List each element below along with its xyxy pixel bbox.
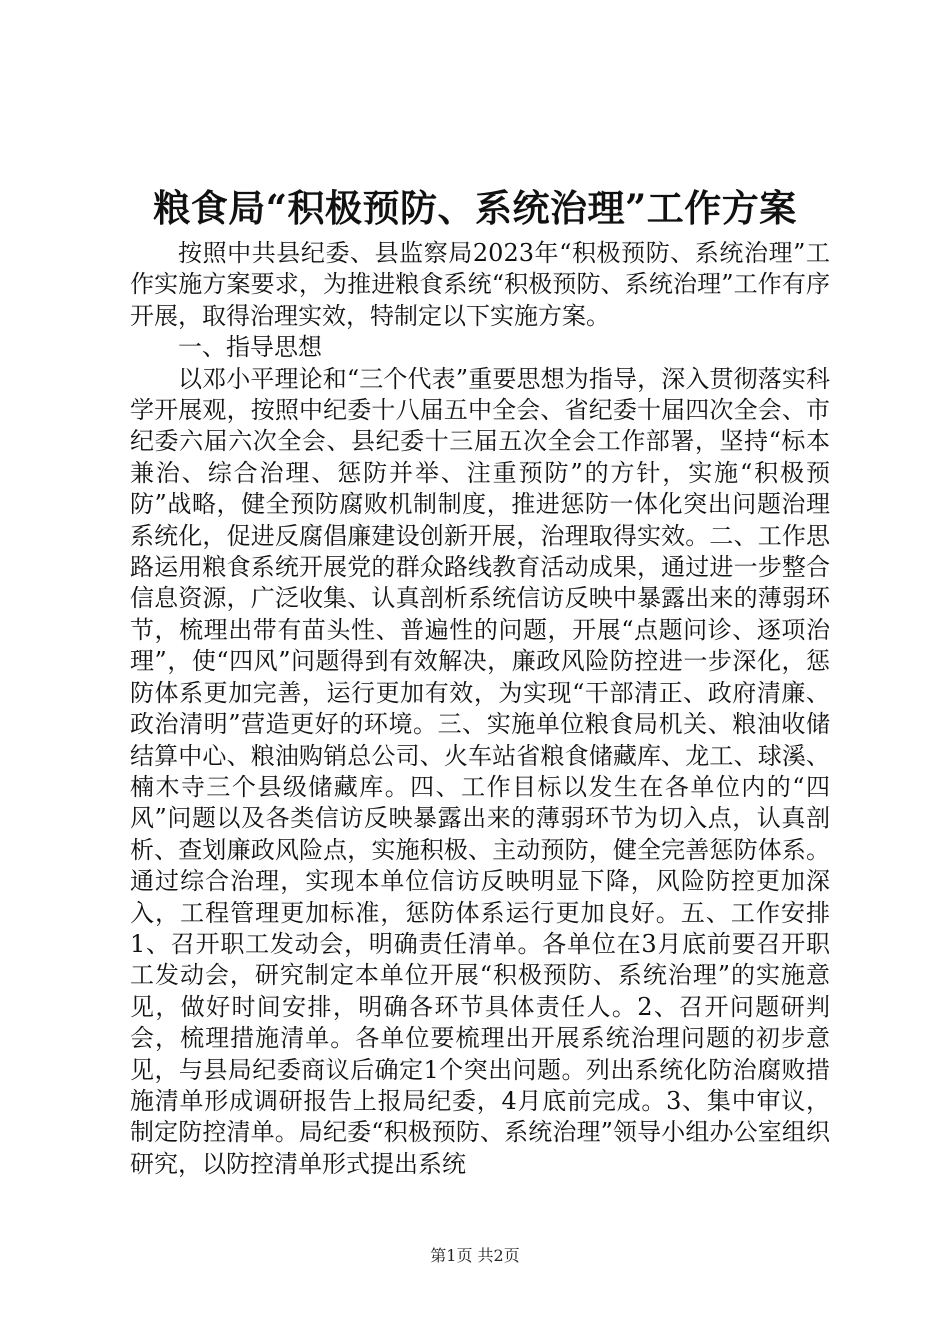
document-body bbox=[130, 238, 830, 1180]
section-heading-guiding-ideology: 一、指导思想 bbox=[178, 333, 322, 362]
intro-paragraph: 按照中共县纪委、县监察局2023年“积极预防、系统治理”工作实施方案要求，为推进粮食系统“积极预防、系统治理”工作有序开展，取得治理实效，特制定以下实施方案。 bbox=[130, 239, 830, 330]
document-title: 粮食局“积极预防、系统治理”工作方案 bbox=[153, 186, 797, 230]
page-number-footer: 第1页 共2页 bbox=[430, 1246, 520, 1265]
main-paragraph: 以邓小平理论和“三个代表”重要思想为指导，深入贯彻落实科学开展观，按照中纪委十八届五中全会、省纪委十届四次全会、市纪委六届六次全会、县纪委十三届五次全会工作部署，坚持“标本兼治、综合治理、惩防并举、注重预防”的方针，实施“积极预防”战略，健全预防腐败机制制度，推进惩防一体化突出问题治理系统化，促进反腐倡廉建设创新开展，治理取得实效。二、工作思路运用粮食系统开展党的群众路线教育活动成果，通过进一步整合信息资源，广泛收集、认真剖析系统信访反映中暴露出来的薄弱环节，梳理出带有苗头性、普遍性的问题，开展“点题问诊、逐项治理”，使“四风”问题得到有效解决，廉政风险防控进一步深化，惩防体系更加完善，运行更加有效，为实现“干部清正、政府清廉、政治清明”营造更好的环境。三、实施单位粮食局机关、粮油收储结算中心、粮油购销总公司、火车站省粮食储藏库、龙工、球溪、楠木寺三个县级储藏库。四、工作目标以发生在各单位内的“四风”问题以及各类信访反映暴露出来的薄弱环节为切入点，认真剖析、查划廉政风险点，实施积极、主动预防，健全完善惩防体系。通过综合治理，实现本单位信访反映明显下降，风险防控更加深入，工程管理更加标准，惩防体系运行更加良好。五、工作安排1、召开职工发动会，明确责任清单。各单位在3月底前要召开职工发动会，研究制定本单位开展“积极预防、系统治理”的实施意见，做好时间安排，明确各环节具体责任人。2、召开问题研判会，梳理措施清单。各单位要梳理出开展系统治理问题的初步意见，与县局纪委商议后确定1个突出问题。列出系统化防治腐败措施清单形成调研报告上报局纪委，4月底前完成。3、集中审议，制定防控清单。局纪委“积极预防、系统治理”领导小组办公室组织研究，以防控清单形式提出系统 bbox=[130, 364, 830, 1178]
